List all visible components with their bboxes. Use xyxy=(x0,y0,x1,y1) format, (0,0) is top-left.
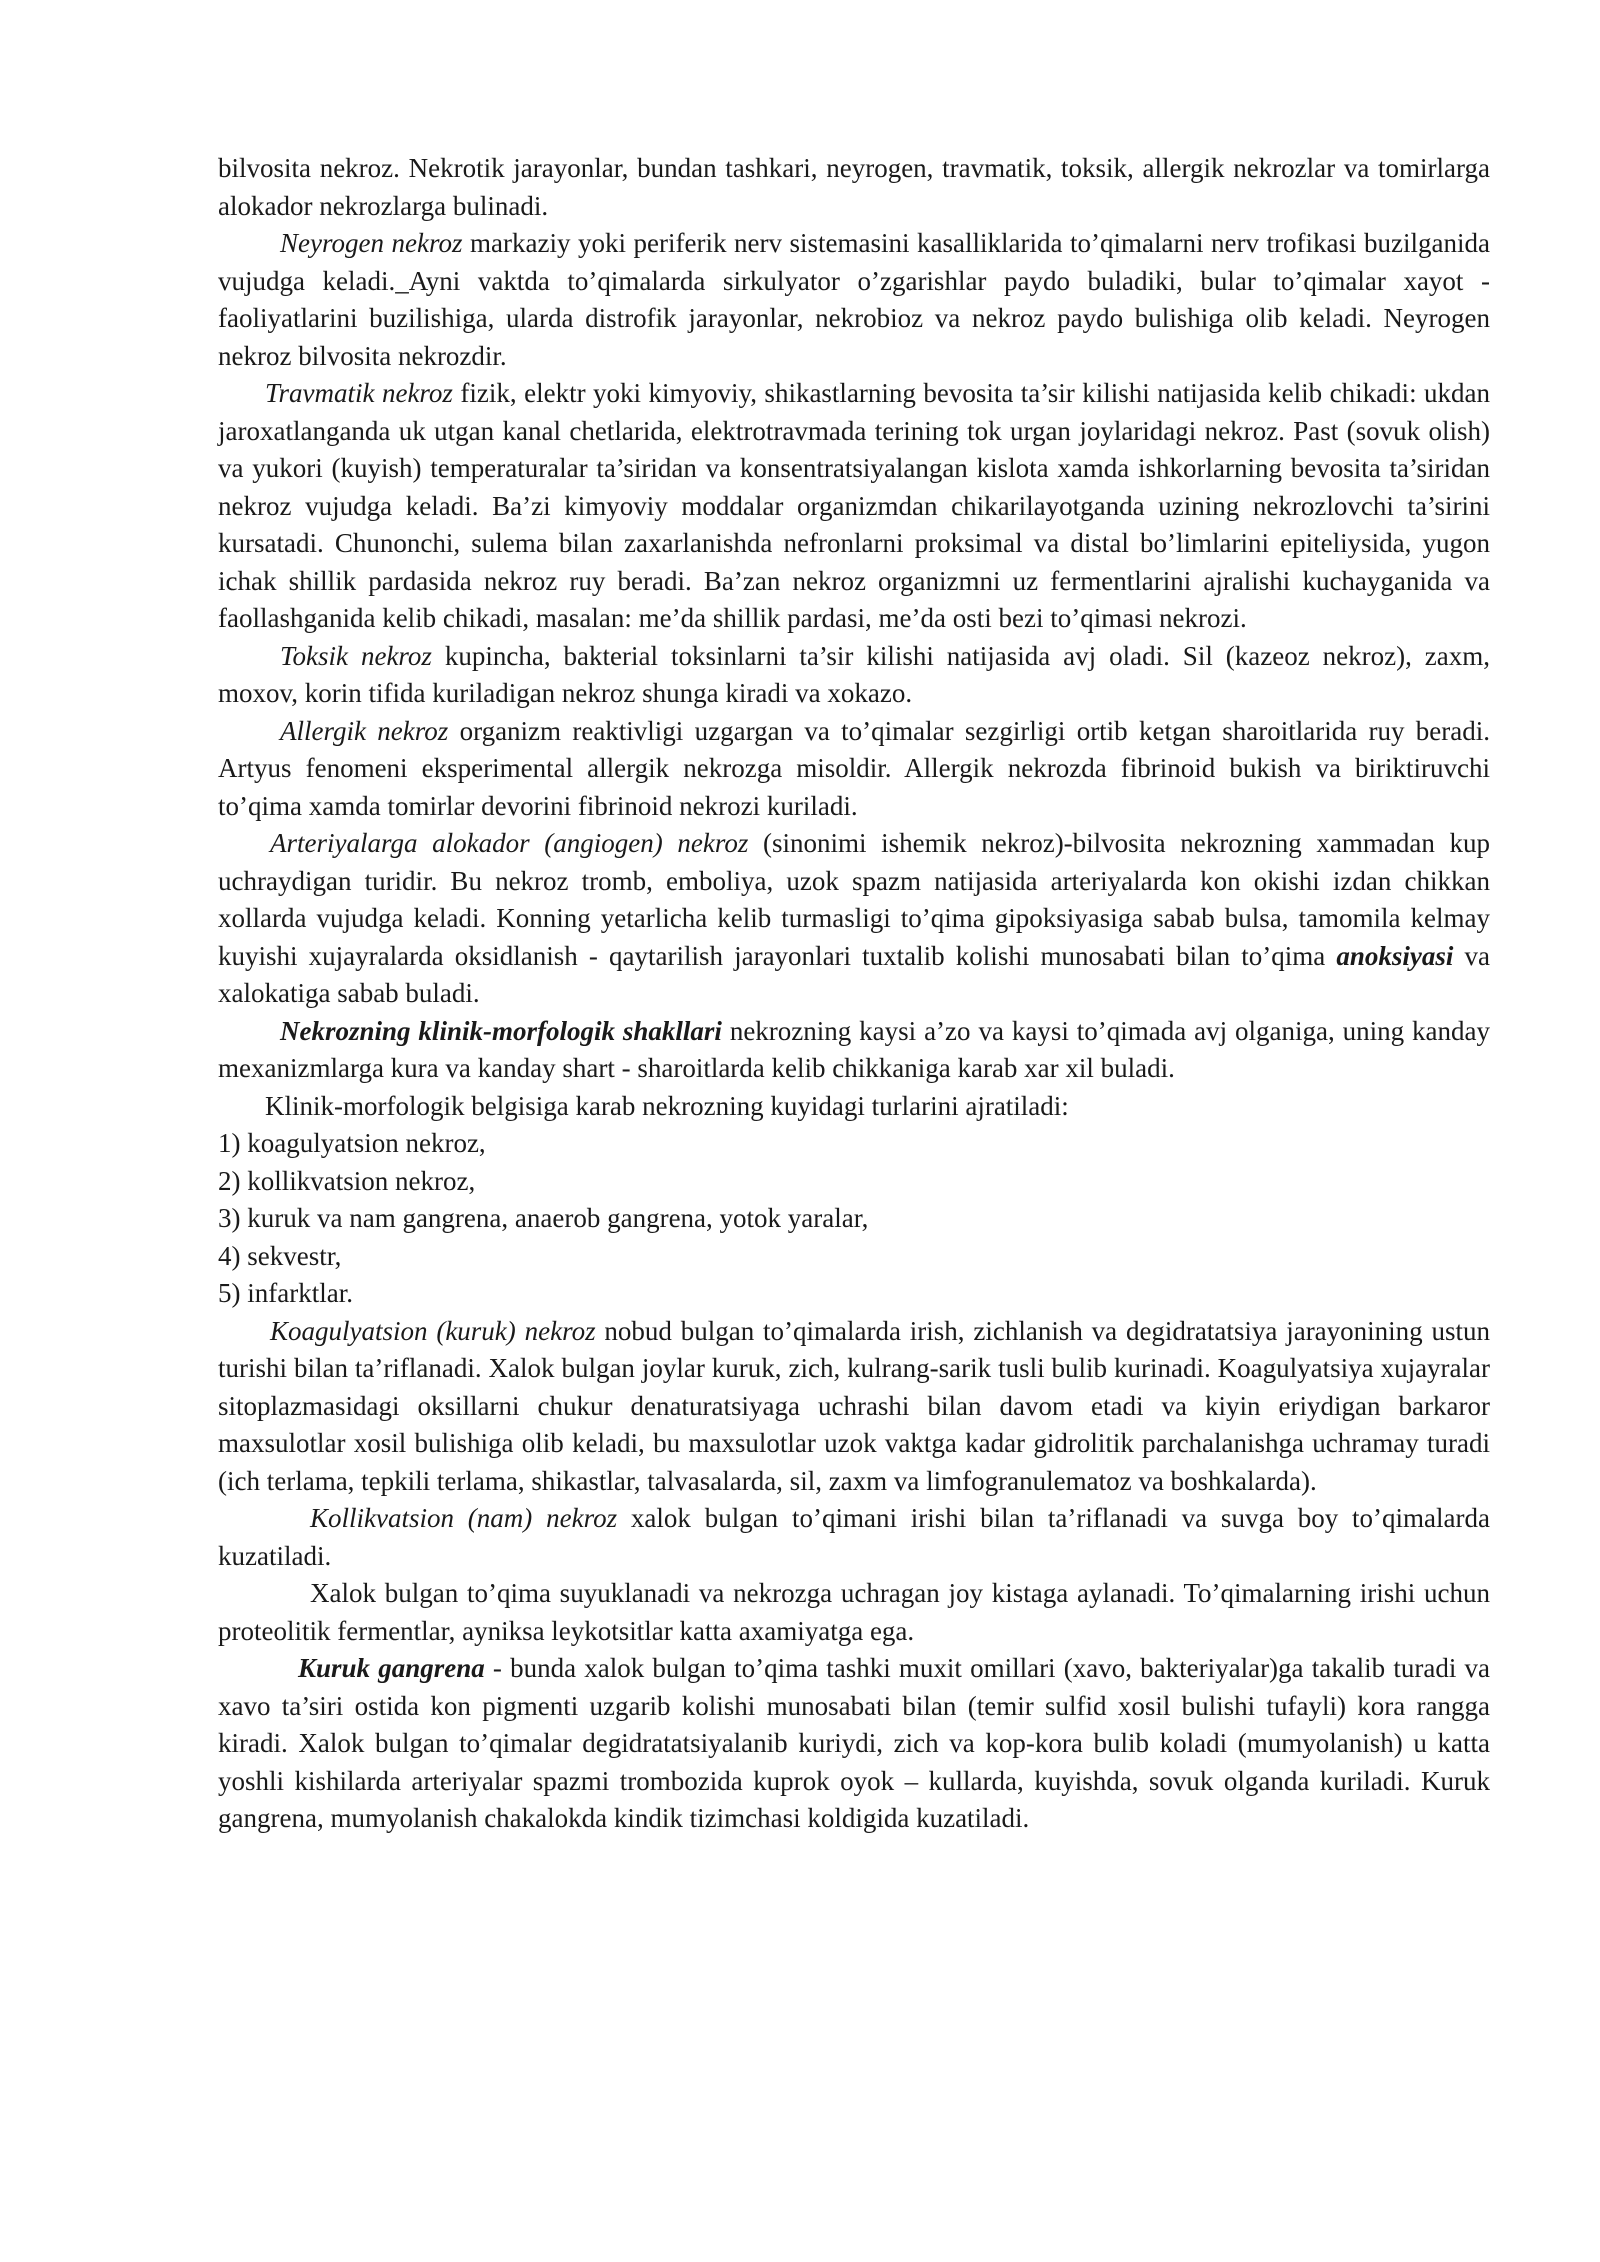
term-colliquative-necrosis: Kollikvatsion (nam) nekroz xyxy=(310,1503,618,1533)
term-traumatic-necrosis: Travmatik nekroz xyxy=(265,378,453,408)
paragraph-dry-gangrene xyxy=(218,1650,1490,1838)
term-anoxia: anoksiyasi xyxy=(1336,940,1454,971)
paragraph-text: nobud bulgan to’qimalarda irish, zichlanish va degidratatsiya jarayonining ustun turishi bilan ta’riflanadi. Xalok bulgan joylar kuruk, zich, kulrang-sarik tusli bulib kurinadi. Koagulyatsiya xujayralar sitoplazmasidagi oksillarni chukur denaturatsiyaga uchrashi bilan davom etadi va kiyin eriydigan barkaror maxsulotlar xosil bulishiga olib keladi, bu maxsulotlar uzok vaktga kadar gidrolitik parchalanishga uchramay turadi (ich terlama, tepkili terlama, shikastlar, talvasalarda, sil, zaxm va limfogranulematoz va boshkalarda). xyxy=(218,1315,1490,1496)
paragraph-text: (sinonimi ishemik nekroz)-bilvosita nekrozning xammadan kup uchraydigan turidir. Bu nekroz tromb, emboliya, uzok spazm natijasida arteriyalarda kon okishi izdan chikkan xollarda vujudga keladi. Konning yetarlicha kelib turmasligi to’qima gipoksiyasiga sabab bulsa, tamomila kelmay kuyishi xujayralarda oksidlanish - qaytarilish jarayonlari tuxtalib kolishi munosabati bilan to’qima xyxy=(218,828,1490,971)
paragraph-text: - bunda xalok bulgan to’qima tashki muxit omillari (xavo, bakteriyalar)ga takalib turadi va xavo ta’siri ostida kon pigmenti uzgarib kolishi munosabati bilan (temir sulfid xosil bulishi tufayli) kora rangga kiradi. Xalok bulgan to’qimalar degidratatsiyalanib kuriydi, zich va kop-kora bulib koladi (mumyolanish) u katta yoshli kishilarda arteriyalar spazmi trombozida kuprok oyok – kullarda, kuyishda, sovuk olganda kuriladi. Kuruk gangrena, mumyolanish chakalokda kindik tizimchasi koldigida kuzatiladi. xyxy=(218,1653,1490,1833)
paragraph-classification-intro xyxy=(218,1088,1490,1126)
term-angiogenic-necrosis: Arteriyalarga alokador (angiogen) nekroz xyxy=(270,828,749,858)
paragraph-intro xyxy=(218,150,1490,225)
paragraph-colliquative-necrosis xyxy=(218,1500,1490,1575)
list-item-text: 1) koagulyatsion nekroz, xyxy=(218,1128,486,1158)
paragraph-text: organizm reaktivligi uzgargan va to’qimalar sezgirligi ortib ketgan sharoitlarida ruy beradi. Artyus fenomeni eksperimental allergik nekrozga misoldir. Allergik nekrozda fibrinoid bukish va biriktiruvchi to’qima xamda tomirlar devorini fibrinoid nekrozi kuriladi. xyxy=(218,715,1491,821)
term-dry-gangrene: Kuruk gangrena xyxy=(298,1653,485,1683)
list-item-text: 3) kuruk va nam gangrena, anaerob gangrena, yotok yaralar, xyxy=(218,1203,869,1233)
paragraph-allergic-necrosis xyxy=(218,713,1490,826)
paragraph-angiogenic-necrosis xyxy=(218,825,1490,1013)
term-coagulative-necrosis: Koagulyatsion (kuruk) nekroz xyxy=(270,1315,596,1346)
list-item xyxy=(218,1200,1490,1238)
paragraph-text: fizik, elektr yoki kimyoviy, shikastlarning bevosita ta’sir kilishi natijasida kelib chikadi: ukdan jaroxatlanganda uk utgan kanal chetlarida, elektrotravmada terining tok urgan joylaridagi nekroz. Past (sovuk olish) va yukori (kuyish) temperaturalar ta’siridan va konsentratsiyalangan kislota xamda ishkorlarning bevosita ta’siridan nekroz vujudga keladi. Ba’zi kimyoviy moddalar organizmdan chikarilayotganda uzining nekrozlovchi ta’sirini kursatadi. Chunonchi, sulema bilan zaxarlanishda nefronlarni proksimal va distal bo’limlarini epiteliysida, yugon ichak shillik pardasida nekroz ruy beradi. Ba’zan nekroz organizmni uz fermentlarini ajralishi kuchayganida va faollashganida kelib chikadi, masalan: me’da shillik pardasi, me’da osti bezi to’qimasi nekrozi. xyxy=(218,378,1491,633)
paragraph-text: kupincha, bakterial toksinlarni ta’sir kilishi natijasida avj oladi. Sil (kazeoz nekroz), zaxm, moxov, korin tifida kuriladigan nekroz shunga kiradi va xokazo. xyxy=(218,640,1490,708)
list-item xyxy=(218,1163,1490,1201)
list-item xyxy=(218,1125,1490,1163)
term-toxic-necrosis: Toksik nekroz xyxy=(280,640,432,671)
list-item-text: 5) infarktlar. xyxy=(218,1278,353,1308)
paragraph-text: xalok bulgan to’qimani irishi bilan ta’riflanadi va suvga boy to’qimalarda kuzatiladi. xyxy=(218,1503,1490,1571)
term-neurogenic-necrosis: Neyrogen nekroz xyxy=(280,228,463,258)
list-item-text: 4) sekvestr, xyxy=(218,1240,342,1271)
list-item-text: 2) kollikvatsion nekroz, xyxy=(218,1165,476,1196)
paragraph-liquefaction xyxy=(218,1575,1490,1650)
paragraph-text: bilvosita nekroz. Nekrotik jarayonlar, bundan tashkari, neyrogen, travmatik, toksik, allergik nekrozlar va tomirlarga alokador nekrozlarga bulinadi. xyxy=(218,153,1490,221)
paragraph-clinical-forms xyxy=(218,1013,1490,1088)
paragraph-text-tail: va xalokatiga sabab buladi. xyxy=(218,940,1490,1008)
paragraph-text: markaziy yoki periferik nerv sistemasini kasalliklarida to’qimalarni nerv trofikasi buzilganida vujudga keladi._Ayni vaktda to’qimalarda sirkulyator o’zgarishlar paydo buladiki, bular to’qimalar xayot - faoliyatlarini buzilishiga, ularda distrofik jarayonlar, nekrobioz va nekroz paydo bulishiga olib keladi. Neyrogen nekroz bilvosita nekrozdir. xyxy=(218,228,1490,371)
term-allergic-necrosis: Allergik nekroz xyxy=(280,715,449,746)
list-item xyxy=(218,1238,1490,1276)
paragraph-neurogenic-necrosis xyxy=(218,225,1490,375)
paragraph-text: Xalok bulgan to’qima suyuklanadi va nekrozga uchragan joy kistaga aylanadi. To’qimalarning irishi uchun proteolitik fermentlar, ayniksa leykotsitlar katta axamiyatga ega. xyxy=(218,1578,1490,1646)
paragraph-traumatic-necrosis xyxy=(218,375,1490,638)
document-page xyxy=(218,150,1490,1838)
paragraph-text: Klinik-morfologik belgisiga karab nekrozning kuyidagi turlarini ajratiladi: xyxy=(265,1090,1069,1121)
paragraph-coagulative-necrosis xyxy=(218,1313,1490,1501)
term-clinical-forms: Nekrozning klinik-morfologik shakllari xyxy=(280,1015,722,1046)
paragraph-text: nekrozning kaysi a’zo va kaysi to’qimada avj olganiga, uning kanday mexanizmlarga kura va kanday shart - sharoitlarda kelib chikkaniga karab xar xil buladi. xyxy=(218,1015,1490,1083)
paragraph-toxic-necrosis xyxy=(218,638,1490,713)
list-item xyxy=(218,1275,1490,1313)
